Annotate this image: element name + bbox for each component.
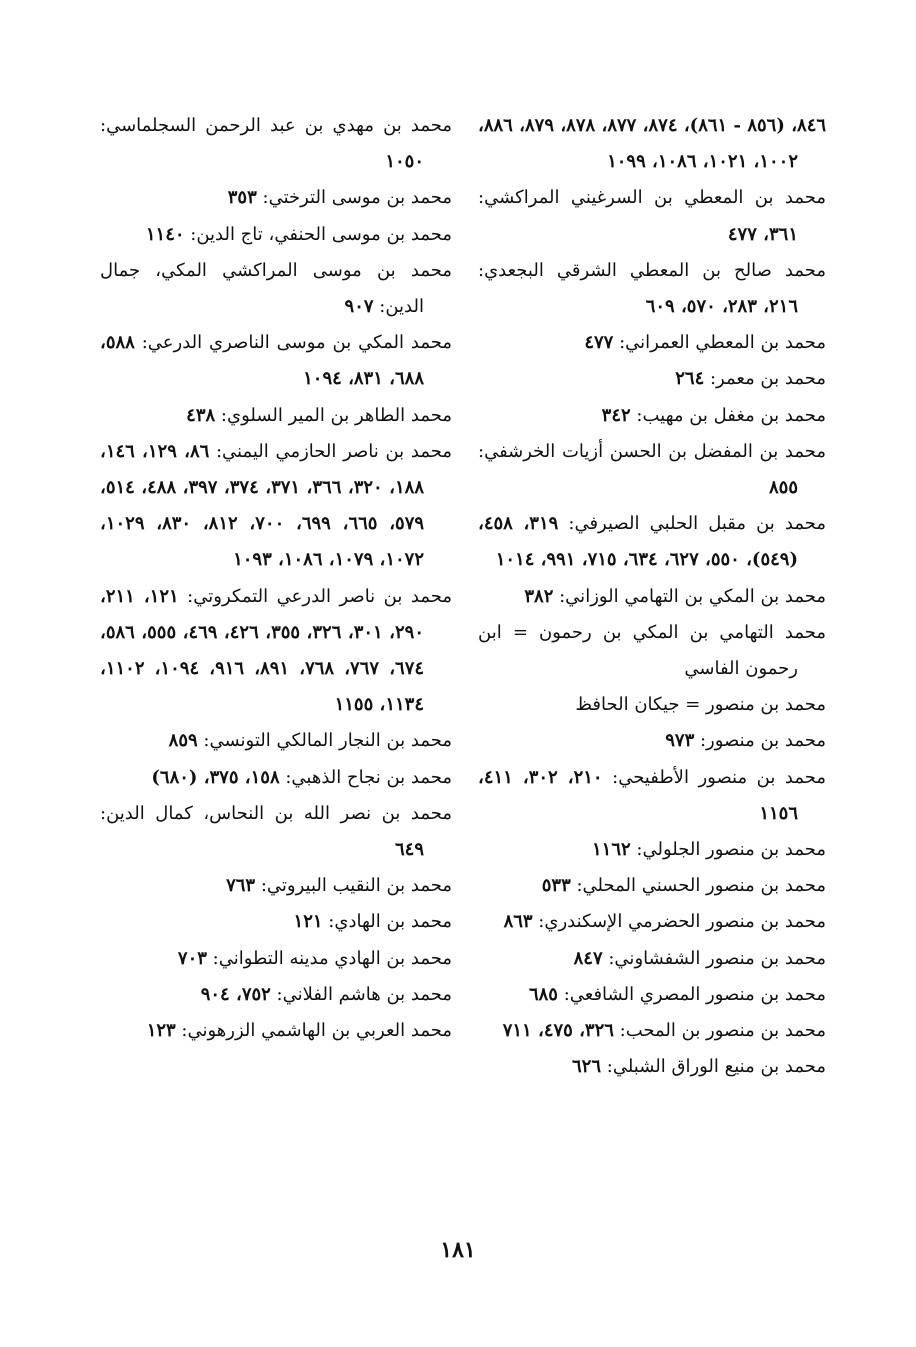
entry-name: محمد بن المكي بن التهامي الوزاني:: [553, 585, 826, 607]
entry-page-numbers: ٨٦٣: [503, 911, 533, 933]
entry-page-numbers: ٦٢٦: [572, 1056, 602, 1078]
entry-name: محمد بن موسى المراكشي المكي، جمال الدين:: [100, 259, 452, 318]
entry-name: محمد بن منصور الحضرمي الإسكندري:: [532, 911, 826, 933]
index-entry: [478, 506, 826, 578]
index-entry: [478, 434, 826, 506]
index-entry: [100, 253, 452, 325]
index-entry: [478, 108, 826, 180]
entry-name: محمد بن ناصر الحازمي اليمني:: [209, 440, 452, 462]
entry-page-numbers: ١٢٣: [146, 1020, 176, 1042]
entry-page-numbers: ٢٦٤: [675, 368, 705, 390]
index-entry: [478, 723, 826, 759]
index-entry: [478, 180, 826, 252]
entry-page-numbers: ٣٥٣: [227, 187, 257, 209]
index-entry: [478, 579, 826, 615]
entry-page-numbers: ٨٥٥: [768, 477, 798, 499]
entry-name: محمد بن المفضل بن الحسن أزيات الخرشفي:: [478, 440, 826, 462]
entry-page-numbers: ٩٧٣: [665, 730, 695, 752]
index-entry: [478, 904, 826, 940]
index-entry: [100, 796, 452, 868]
index-entry: [100, 434, 452, 579]
entry-name: محمد بن منصور الحسني المحلي:: [570, 875, 826, 897]
entry-name: محمد بن منصور الشفشاوني:: [602, 947, 826, 969]
entry-page-numbers: ٨٦، ١٢٩، ١٤٦، ١٨٨، ٣٢٠، ٣٦٦، ٣٧١، ٣٧٤، ٣٩٧، ٤٨٨، ٥١٤، ٥٧٩، ٦٦٥، ٦٩٩، ٧٠٠، ٨١٢، ٨٣٠، ١٠٢٩، ١٠٧٢، ١٠٧٩، ١٠٨٦، ١٠٩٣: [100, 440, 425, 571]
entry-name: محمد بن الهادي:: [322, 911, 452, 933]
entry-page-numbers: ٦٨٥: [528, 983, 558, 1005]
page-number: ١٨١: [440, 1237, 476, 1263]
entry-name: محمد بن مهدي بن عبد الرحمن السجلماسي:: [100, 115, 452, 136]
entry-page-numbers: ٥٨٨، ٦٨٨، ٨٣١، ١٠٩٤: [100, 332, 424, 390]
entry-name: محمد بن منصور الجلولي:: [630, 839, 826, 861]
entry-name: محمد بن منصور:: [694, 730, 826, 752]
entry-page-numbers: ١٠٥٠: [385, 151, 424, 173]
entry-name: محمد بن مقبل الحلبي الصيرفي:: [558, 513, 827, 535]
index-column-left: [100, 108, 452, 1049]
index-entry: [100, 1013, 452, 1049]
entry-page-numbers: ١٥٨، ٣٧٥، (٦٨٠): [151, 766, 280, 788]
index-entry: [478, 868, 826, 904]
entry-page-numbers: ١١٤٠: [145, 223, 185, 245]
entry-name: محمد بن موسى الترختي:: [256, 187, 452, 209]
index-entry: [100, 180, 452, 216]
entry-name: محمد المكي بن موسى الناصري الدرعي:: [134, 332, 452, 354]
index-entry: [100, 760, 452, 796]
index-entry: [478, 760, 826, 832]
index-entry: [100, 941, 452, 977]
index-entry: [100, 904, 452, 940]
index-entry: [478, 253, 826, 325]
index-entry: [478, 615, 826, 687]
entry-page-numbers: ٣٦١، ٤٧٧: [727, 223, 798, 245]
entry-page-numbers: ٦٤٩: [394, 839, 424, 861]
entry-name: محمد التهامي بن المكي بن رحمون = ابن رحمون الفاسي: [478, 621, 826, 680]
index-entry: [100, 579, 452, 724]
entry-name: محمد بن المعطي العمراني:: [613, 332, 826, 354]
entry-page-numbers: ٥٣٣: [541, 875, 571, 897]
entry-name: محمد الطاهر بن المير السلوي:: [215, 404, 452, 426]
index-entry: [478, 325, 826, 361]
entry-page-numbers: ٨٤٧: [573, 947, 603, 969]
entry-name: محمد صالح بن المعطي الشرقي البجعدي:: [478, 259, 826, 281]
entry-page-numbers: ٣٢٦، ٤٧٥، ٧١١: [502, 1020, 614, 1042]
entry-name: محمد بن هاشم الفلاني:: [270, 983, 452, 1005]
index-entry: [478, 687, 826, 723]
entry-page-numbers: ١٢١، ٢١١، ٢٩٠، ٣٠١، ٣٢٦، ٣٥٥، ٤٢٦، ٤٦٩، ٥٥٥، ٥٨٦، ٦٧٤، ٧٦٧، ٧٦٨، ٨٩١، ٩١٦، ١٠٩٤، ١١٠٢، ١١٣٤، ١١٥٥: [100, 585, 425, 716]
entry-name: محمد بن معمر:: [704, 368, 826, 390]
entry-page-numbers: ٣١٩، ٤٥٨، (٥٤٩)، ٥٥٠، ٦٢٧، ٦٣٤، ٧١٥، ٩٩١، ١٠١٤: [478, 513, 798, 571]
index-entry: [100, 868, 452, 904]
index-entry: [478, 941, 826, 977]
index-entry: [100, 217, 452, 253]
index-column-right: [478, 108, 826, 1085]
entry-name: محمد بن ناصر الدرعي التمكروتي:: [178, 585, 452, 607]
index-entry: [478, 1049, 826, 1085]
entry-page-numbers: ٧٦٣: [226, 875, 256, 897]
index-entry: [478, 977, 826, 1013]
entry-page-numbers: ٤٧٧: [584, 332, 614, 354]
index-entry: [100, 325, 452, 397]
entry-page-numbers: ٢١٦، ٢٨٣، ٥٧٠، ٦٠٩: [645, 296, 798, 318]
entry-page-numbers: ٣٨٢: [524, 585, 554, 607]
entry-name: محمد بن مغفل بن مهيب:: [630, 404, 826, 426]
entry-name: محمد بن منصور = جيكان الحافظ: [575, 694, 826, 716]
index-entry: [478, 1013, 826, 1049]
entry-page-numbers: ١٢١: [293, 911, 323, 933]
index-entry: [100, 108, 452, 180]
entry-name: محمد العربي بن الهاشمي الزرهوني:: [175, 1020, 452, 1042]
entry-page-numbers: ٨٤٦، (٨٥٦ - ٨٦١)، ٨٧٤، ٨٧٧، ٨٧٨، ٨٧٩، ٨٨٦، ١٠٠٢، ١٠٢١، ١٠٨٦، ١٠٩٩: [478, 115, 827, 173]
entry-name: محمد بن نصر الله بن النحاس، كمال الدين:: [100, 802, 452, 824]
entry-page-numbers: ٧٠٣: [177, 947, 207, 969]
index-entry: [100, 723, 452, 759]
entry-name: محمد بن موسى الحنفي، تاج الدين:: [184, 223, 452, 245]
entry-name: محمد بن المعطي بن السرغيني المراكشي:: [478, 187, 826, 209]
entry-page-numbers: ٧٥٢، ٩٠٤: [200, 983, 271, 1005]
entry-page-numbers: ٩٠٧: [344, 296, 374, 318]
entry-name: محمد بن النقيب البيروتي:: [255, 875, 452, 897]
entry-name: محمد بن نجاح الذهبي:: [279, 766, 452, 788]
entry-page-numbers: ١١٦٢: [592, 839, 631, 861]
entry-page-numbers: ٣٤٢: [601, 404, 631, 426]
entry-name: محمد بن الهادي مدينه التطواني:: [206, 947, 452, 969]
entry-name: محمد بن منصور الأطفيحي:: [602, 766, 826, 788]
index-entry: [100, 977, 452, 1013]
entry-name: محمد بن النجار المالكي التونسي:: [197, 730, 452, 752]
entry-page-numbers: ٨٥٩: [168, 730, 198, 752]
entry-name: محمد بن منصور المصري الشافعي:: [557, 983, 826, 1005]
index-entry: [100, 398, 452, 434]
index-entry: [478, 361, 826, 397]
entry-page-numbers: ٢١٠، ٣٠٢، ٤١١، ١١٥٦: [478, 766, 798, 824]
entry-name: محمد بن منيع الوراق الشبلي:: [601, 1056, 826, 1078]
entry-name: محمد بن منصور بن المحب:: [613, 1020, 826, 1042]
index-entry: [478, 832, 826, 868]
entry-page-numbers: ٤٣٨: [186, 404, 216, 426]
index-entry: [478, 398, 826, 434]
